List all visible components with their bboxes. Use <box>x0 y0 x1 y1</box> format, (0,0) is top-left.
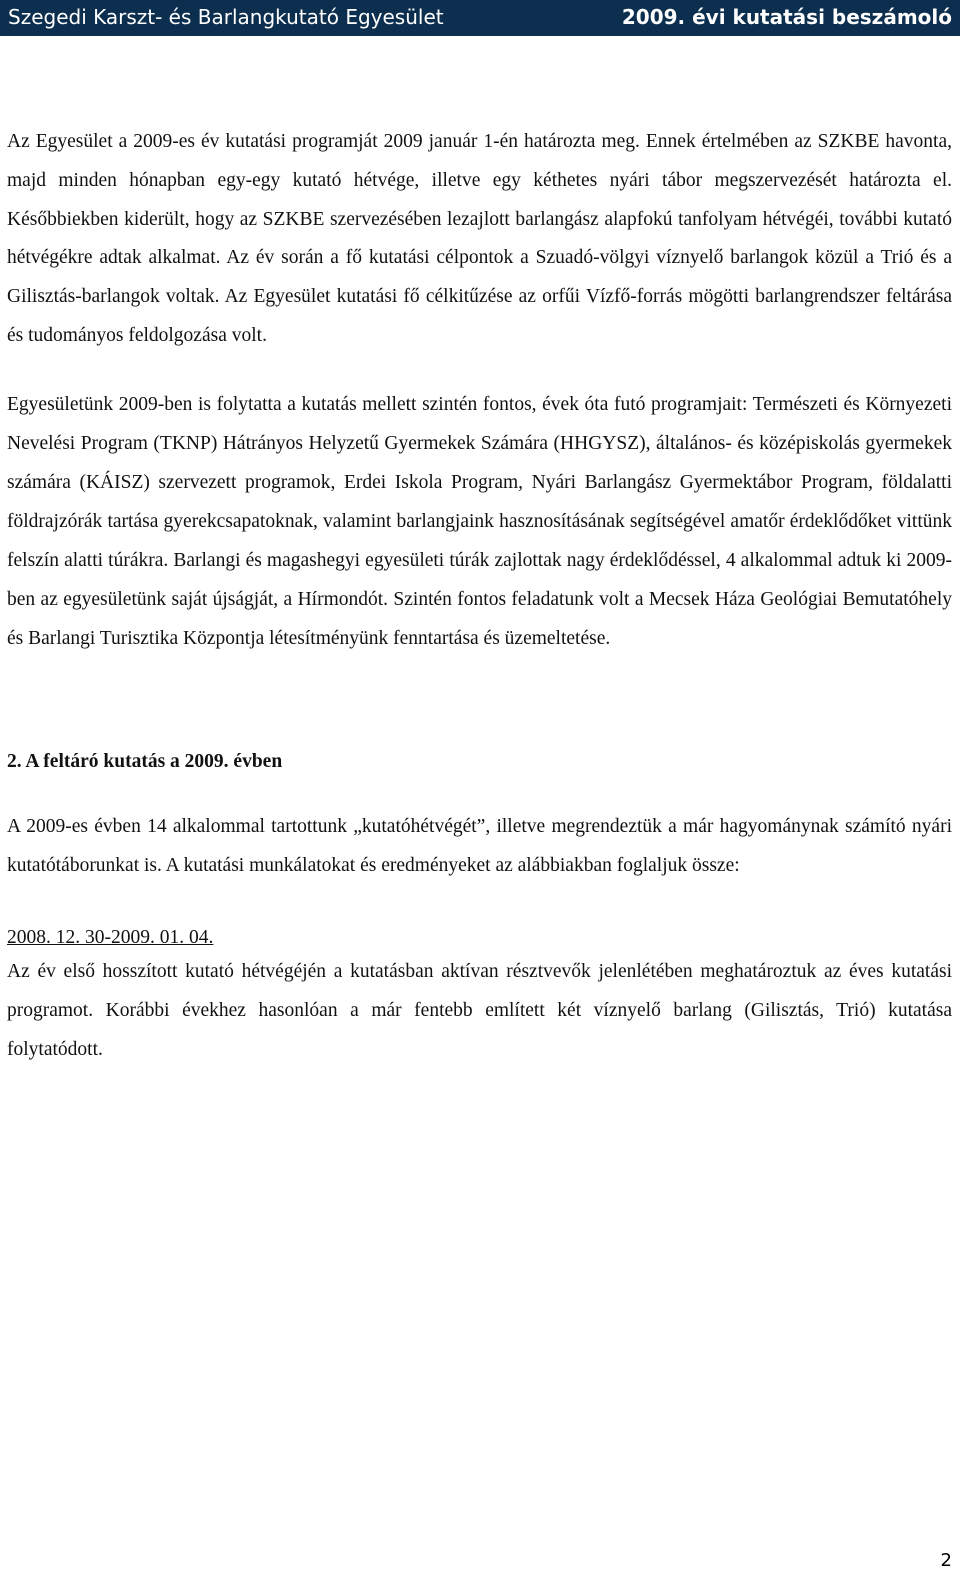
header-organization: Szegedi Karszt- és Barlangkutató Egyesület <box>8 5 444 29</box>
paragraph-education-programs: Egyesületünk 2009-ben is folytatta a kutatás mellett szintén fontos, évek óta futó programjait: Természeti és Környezeti Nevelési Program (TKNP) Hátrányos Helyzetű Gyermekek Számára (HHGYSZ), általános- és középiskolás gyermekek számára (KÁISZ) szervezett programok, Erdei Iskola Program, Nyári Barlangász Gyermektábor Program, földalatti földrajzórák tartása gyerekcsapatoknak, valamint barlangjaink hasznosításának segítségével amatőr érdeklődőket vittünk felszín alatti túrákra. Barlangi és magashegyi egyesületi túrák zajlottak nagy érdeklődéssel, 4 alkalommal adtuk ki 2009-ben az egyesületünk saját újságját, a Hírmondót. Szintén fontos feladatunk volt a Mecsek Háza Geológiai Bemutatóhely és Barlangi Turisztika Központja létesítményünk fenntartása és üzemeltetése. <box>7 393 952 649</box>
header-report-title: 2009. évi kutatási beszámoló <box>621 5 952 29</box>
page-header <box>0 0 960 36</box>
page-number: 2 <box>940 1550 952 1571</box>
paragraph-first-weekend: Az év első hosszított kutató hétvégéjén a kutatásban aktívan résztvevők jelenlétében meghatároztuk az éves kutatási programot. Korábbi évekhez hasonlóan a már fentebb említett két víznyelő barlang (Gilisztás, Trió) kutatása folytatódott. <box>7 961 952 1060</box>
paragraph-program-intro: Az Egyesület a 2009-es év kutatási programját 2009 január 1-én határozta meg. Ennek értelmében az SZKBE havonta, majd minden hónapban egy-egy kutató hétvége, illetve egy kéthetes nyári tábor megszervezését határozta el. Későbbiekben kiderült, hogy az SZKBE szervezésében lezajlott barlangász alapfokú tanfolyam hétvégéi, további kutató hétvégékre adtak alkalmat. Az év során a fő kutatási célpontok a Szuadó-völgyi víznyelő barlangok közül a Trió és a Gilisztás-barlangok voltak. Az Egyesület kutatási fő célkitűzése az orfűi Vízfő-forrás mögötti barlangrendszer feltárása és tudományos feldolgozása volt. <box>7 131 952 346</box>
paragraph-research-summary: A 2009-es évben 14 alkalommal tartottunk „kutatóhétvégét”, illetve megrendeztük a már hagyománynak számító nyári kutatótáborunkat is. A kutatási munkálatokat és eredményeket az alábbiakban foglaljuk össze: <box>7 815 952 876</box>
section-heading: 2. A feltáró kutatás a 2009. évben <box>7 750 283 772</box>
document-body <box>7 123 952 1070</box>
entry-date: 2008. 12. 30-2009. 01. 04. <box>7 927 214 949</box>
